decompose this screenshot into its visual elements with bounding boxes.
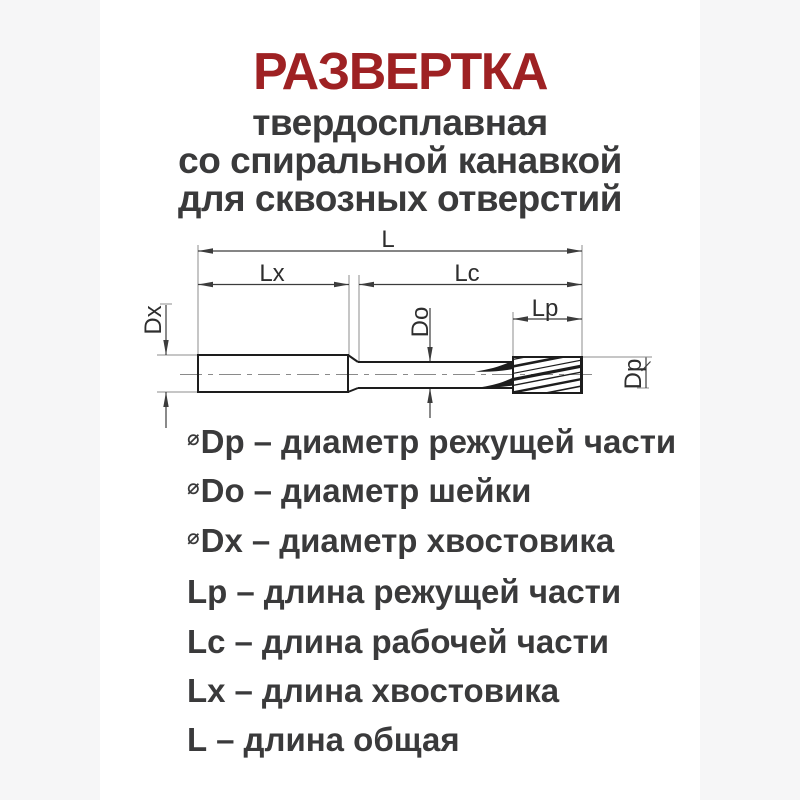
legend-description: диаметр режущей части: [281, 423, 677, 460]
legend-row: [187, 622, 609, 662]
product-subtitle: [100, 104, 700, 218]
legend-row: [187, 720, 460, 760]
legend-symbol: Dx: [200, 522, 243, 559]
subtitle-line: твердосплавная: [252, 102, 548, 143]
dimension-arrows: [163, 248, 582, 407]
legend-separator: –: [216, 721, 235, 758]
dim-label-dx: Dx: [140, 305, 167, 335]
legend-row: [187, 572, 621, 612]
legend-symbol: Do: [200, 472, 245, 509]
legend-row: [187, 671, 559, 711]
dim-label-dp: Dp: [620, 358, 647, 390]
legend-description: длина общая: [243, 721, 460, 758]
flute-runout-lower: [479, 378, 514, 388]
dim-label-lp: Lp: [531, 295, 559, 322]
legend-row: [187, 521, 614, 566]
legend-symbol: Lp: [187, 573, 228, 610]
diameter-symbol: ⌀: [187, 526, 200, 549]
legend-description: диаметр хвостовика: [279, 522, 615, 559]
legend-separator: –: [236, 573, 255, 610]
legend-row: [187, 422, 676, 467]
dim-label-lx: Lx: [259, 260, 285, 287]
legend-description: длина хвостовика: [261, 672, 560, 709]
legend-symbol: Lc: [187, 623, 226, 660]
dim-label-lc: Lc: [454, 260, 480, 287]
subtitle-line: для сквозных отверстий: [178, 178, 622, 219]
spiral-flutes: [510, 337, 585, 407]
dim-label-do: Do: [407, 306, 434, 338]
dim-label-l: L: [381, 228, 395, 253]
technical-drawing: [100, 228, 700, 428]
legend-description: диаметр шейки: [281, 472, 532, 509]
legend-row: [187, 471, 531, 516]
legend-symbol: Dp: [200, 423, 245, 460]
legend-separator: –: [251, 522, 271, 559]
subtitle-line: со спиральной канавкой: [178, 140, 622, 181]
dimension-lines: [166, 251, 651, 428]
diameter-symbol: ⌀: [187, 476, 200, 499]
legend-symbol: Lx: [187, 672, 226, 709]
product-title: РАЗВЕРТКА: [252, 43, 548, 101]
legend-symbol: L: [187, 721, 208, 758]
legend-separator: –: [253, 423, 273, 460]
legend-description: длина рабочей части: [261, 623, 610, 660]
diameter-symbol: ⌀: [187, 427, 200, 450]
legend-separator: –: [234, 672, 253, 709]
legend-separator: –: [234, 623, 253, 660]
legend-separator: –: [253, 472, 273, 509]
legend-description: длина режущей части: [263, 573, 622, 610]
